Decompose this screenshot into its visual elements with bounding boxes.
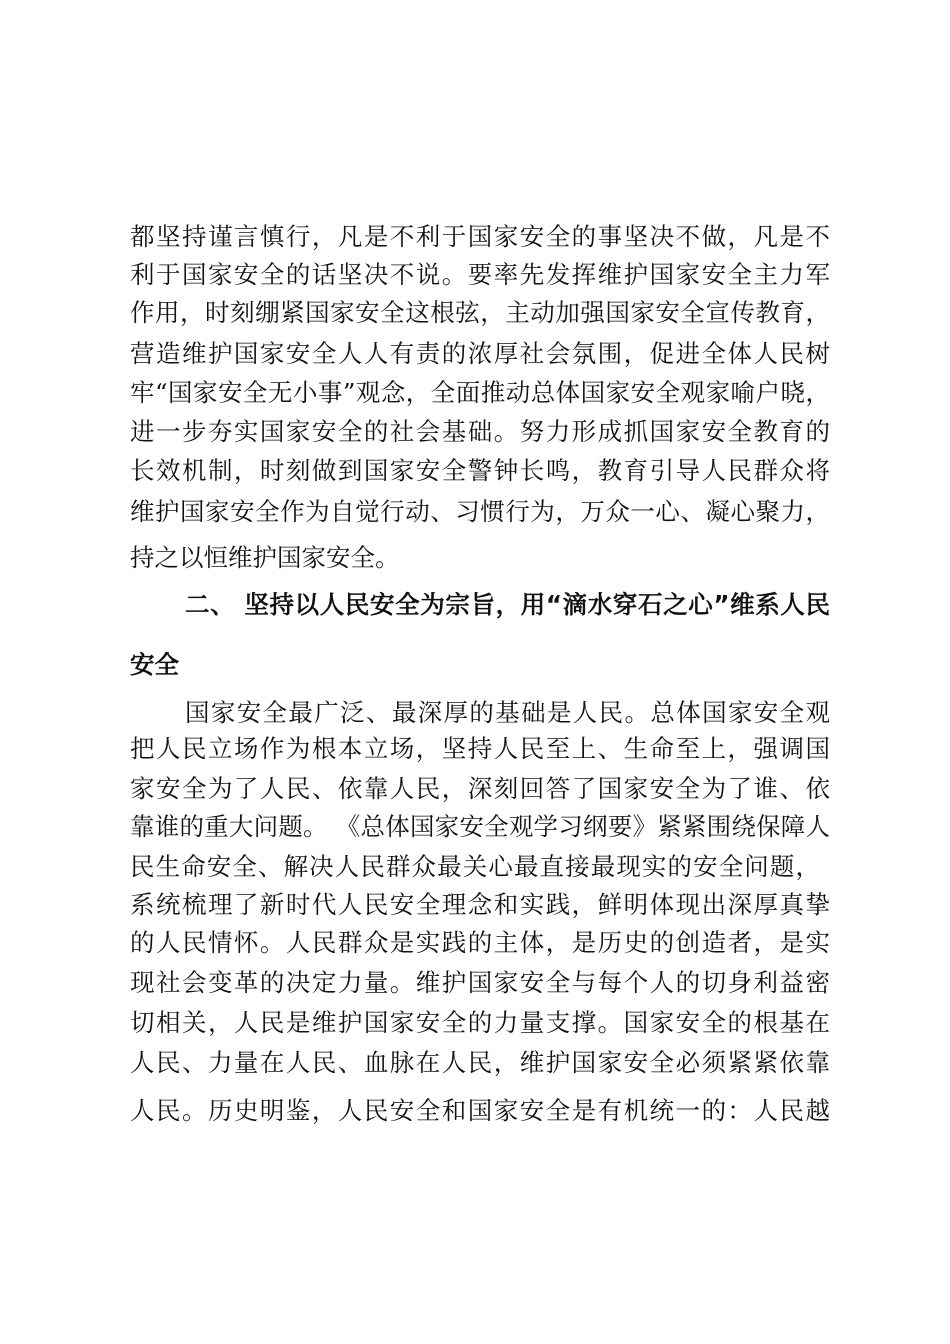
paragraph-2-line-11: 人民。历史明鉴，人民安全和国家安全是有机统一的：人民越 <box>130 1096 830 1125</box>
paragraph-2-line-4: 靠谁的重大问题。 《总体国家安全观学习纲要》紧紧围绕保障人 <box>130 812 830 841</box>
paragraph-1-line-9: 持之以恒维护国家安全。 <box>130 543 400 572</box>
paragraph-2-line-10: 人民、力量在人民、血脉在人民，维护国家安全必须紧紧依靠 <box>130 1048 830 1077</box>
paragraph-2-line-1: 国家安全最广泛、最深厚的基础是人民。总体国家安全观 <box>185 698 830 727</box>
paragraph-1-line-8: 维护国家安全作为自觉行动、习惯行为，万众一心、凝心聚力， <box>130 497 830 526</box>
paragraph-1-line-2: 利于国家安全的话坚决不说。要率先发挥维护国家安全主力军 <box>130 260 830 289</box>
section-heading-line-1: 二、 坚持以人民安全为宗旨，用“滴水穿石之心”维系人民 <box>185 590 830 619</box>
paragraph-2-line-5: 民生命安全、解决人民群众最关心最直接最现实的安全问题， <box>130 852 820 881</box>
paragraph-2-line-2: 把人民立场作为根本立场，坚持人民至上、生命至上，强调国 <box>130 734 830 763</box>
paragraph-2-line-9: 切相关，人民是维护国家安全的力量支撑。国家安全的根基在 <box>130 1008 830 1037</box>
paragraph-1-line-6: 进一步夯实国家安全的社会基础。努力形成抓国家安全教育的 <box>130 417 830 446</box>
paragraph-1-line-3: 作用，时刻绷紧国家安全这根弦，主动加强国家安全宣传教育， <box>130 298 830 327</box>
paragraph-2-line-7: 的人民情怀。人民群众是实践的主体，是历史的创造者，是实 <box>130 928 830 957</box>
section-heading-line-2: 安全 <box>130 650 179 679</box>
paragraph-2-line-3: 家安全为了人民、依靠人民，深刻回答了国家安全为了谁、依 <box>130 774 830 803</box>
paragraph-1-line-4: 营造维护国家安全人人有责的浓厚社会氛围，促进全体人民树 <box>130 339 830 368</box>
paragraph-1-line-7: 长效机制，时刻做到国家安全警钟长鸣，教育引导人民群众将 <box>130 456 830 485</box>
paragraph-1-line-5: 牢“国家安全无小事”观念，全面推动总体国家安全观家喻户晓， <box>130 378 830 407</box>
paragraph-1-line-1: 都坚持谨言慎行，凡是不利于国家安全的事坚决不做，凡是不 <box>130 222 830 251</box>
paragraph-2-line-6: 系统梳理了新时代人民安全理念和实践，鲜明体现出深厚真挚 <box>130 890 830 919</box>
paragraph-2-line-8: 现社会变革的决定力量。维护国家安全与每个人的切身利益密 <box>130 968 830 997</box>
